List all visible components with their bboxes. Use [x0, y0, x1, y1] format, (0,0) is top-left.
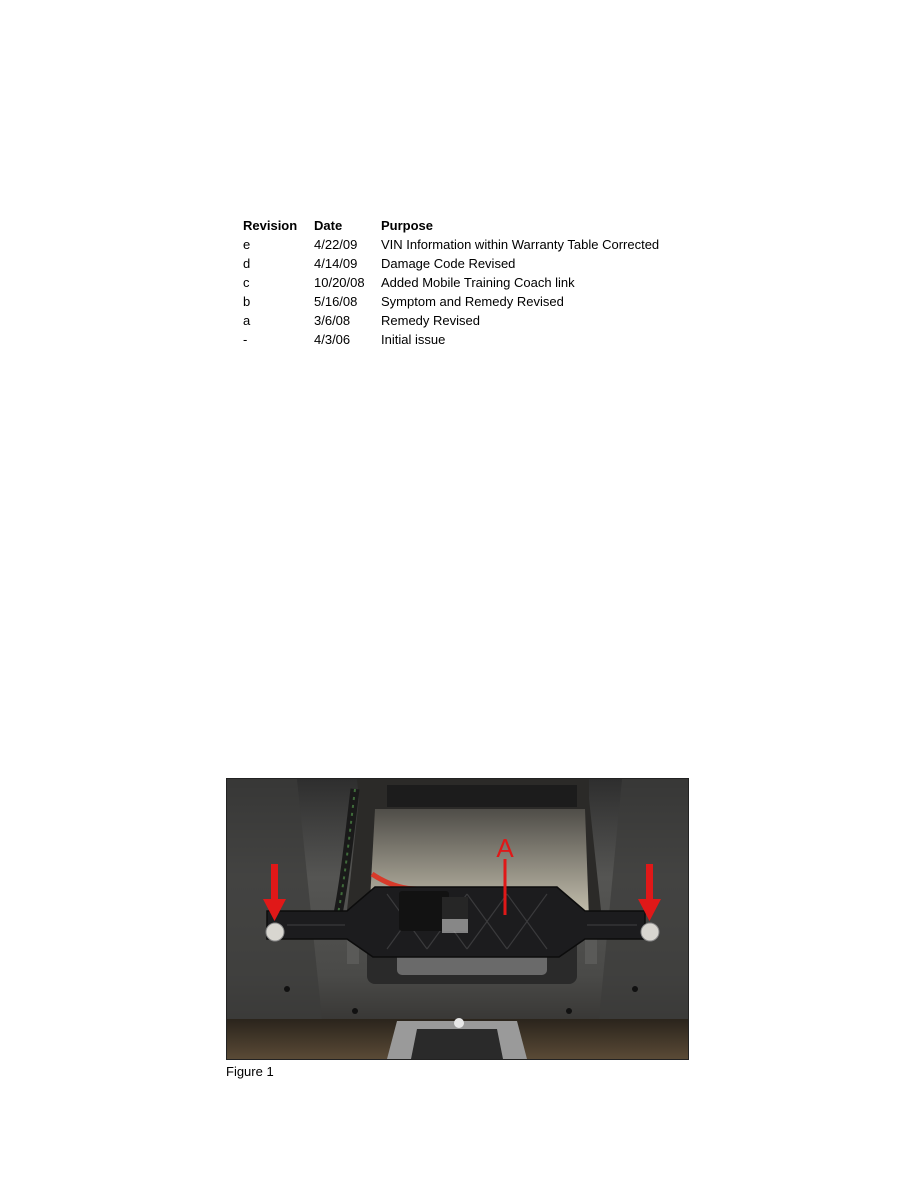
header-revision: Revision	[243, 218, 298, 233]
cell-purpose: Added Mobile Training Coach link	[381, 275, 575, 290]
callout-a-label: A	[496, 833, 514, 863]
cell-revision: d	[243, 256, 251, 271]
cell-purpose: VIN Information within Warranty Table Corrected	[381, 237, 660, 252]
table-row	[238, 311, 681, 330]
right-mounting-nut	[641, 923, 659, 941]
cell-date: 10/20/08	[314, 275, 365, 290]
table-row	[238, 330, 681, 349]
table-row	[238, 254, 681, 273]
cell-purpose: Damage Code Revised	[381, 256, 516, 271]
cell-date: 4/14/09	[314, 256, 358, 271]
cell-date: 4/3/06	[314, 332, 351, 347]
photo-illustration	[227, 779, 688, 1059]
cell-revision: e	[243, 237, 251, 252]
cell-date: 5/16/08	[314, 294, 358, 309]
cell-revision: a	[243, 313, 251, 328]
cell-date: 3/6/08	[314, 313, 351, 328]
header-purpose: Purpose	[381, 218, 434, 233]
cell-date: 4/22/09	[314, 237, 358, 252]
cell-revision: -	[243, 332, 248, 347]
header-date: Date	[314, 218, 343, 233]
cell-purpose: Remedy Revised	[381, 313, 480, 328]
cell-revision: b	[243, 294, 251, 309]
electrical-connector	[399, 891, 449, 931]
revision-table-header	[238, 216, 681, 235]
cell-revision: c	[243, 275, 250, 290]
figure-1-photo	[226, 778, 689, 1060]
table-row	[238, 273, 681, 292]
table-row	[238, 235, 681, 254]
revision-table	[238, 216, 681, 349]
cell-purpose: Symptom and Remedy Revised	[381, 294, 564, 309]
left-mounting-nut	[266, 923, 284, 941]
cell-purpose: Initial issue	[381, 332, 446, 347]
figure-caption: Figure 1	[226, 1064, 274, 1079]
table-row	[238, 292, 681, 311]
